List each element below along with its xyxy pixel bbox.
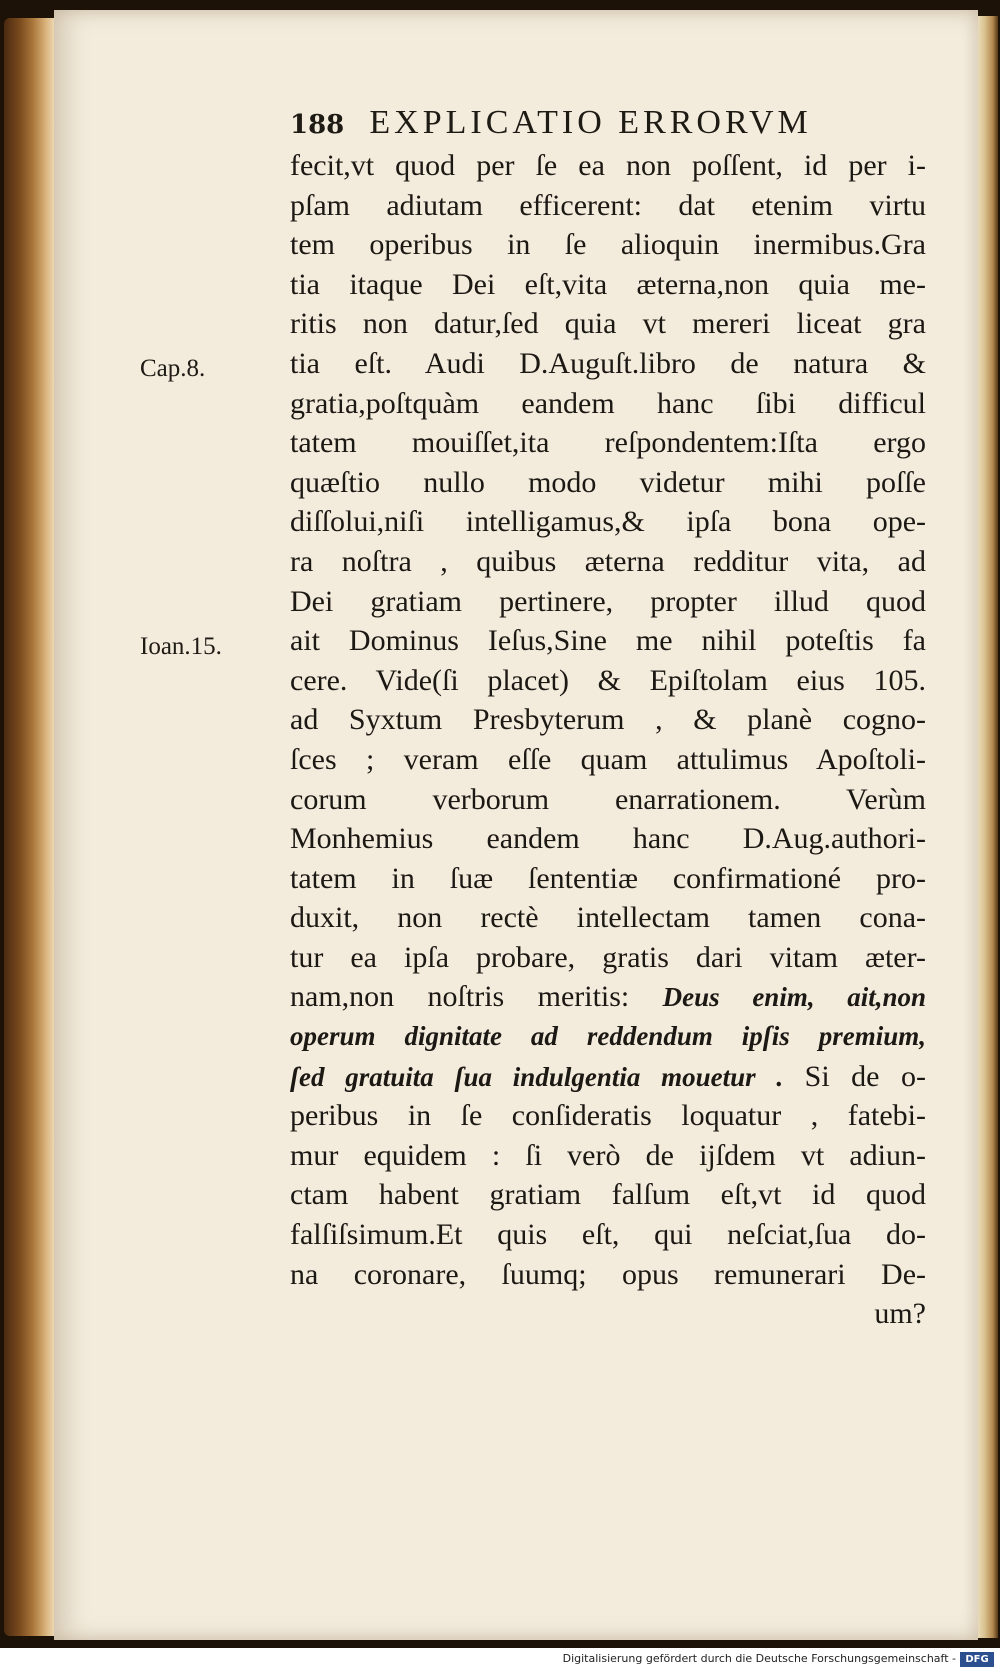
text-line-29: na coronare, ſuumq; opus remunerari De- xyxy=(290,1257,926,1291)
footer-bar xyxy=(0,1648,1000,1671)
text-line-12: Dei gratiam pertinere, propter illud quod xyxy=(290,584,926,618)
text-line-26: mur equidem : ſi verò de ijſdem vt adiun- xyxy=(290,1138,926,1172)
text-line-6: tia eſt. Audi D.Auguſt.libro de natura & xyxy=(290,346,926,380)
text-line-27: ctam habent gratiam falſum eſt,vt id quod xyxy=(290,1178,926,1212)
line-22-roman: nam,non noſtris meritis: xyxy=(290,980,663,1014)
text-line-28: falſiſsimum.Et quis eſt, qui neſciat,ſua do- xyxy=(290,1218,926,1252)
line-24-italic: ſed gratuita ſua indulgentia mouetur . xyxy=(290,1061,784,1092)
text-line-3: tem operibus in ſe alioquin inermibus.Gra xyxy=(290,228,926,262)
text-line-7: gratia,poſtquàm eandem hanc ſibi difficul xyxy=(290,386,926,420)
book-spine xyxy=(4,18,56,1636)
text-line-22 xyxy=(290,977,926,1017)
text-line-23: operum dignitate ad reddendum ipſis premium, xyxy=(290,1021,926,1052)
line-24-roman: Si de o- xyxy=(783,1059,927,1093)
margin-note-cap: Cap.8. xyxy=(140,355,206,382)
text-line-8: tatem mouiſſet,ita reſpondentem:Iſta ergo xyxy=(290,426,926,460)
text-line-19: tatem in ſuæ ſententiæ confirmationé pro- xyxy=(290,861,926,895)
text-line-25: peribus in ſe conſideratis loquatur , fatebi- xyxy=(290,1099,926,1133)
text-line-20: duxit, non rectè intellectam tamen cona- xyxy=(290,901,926,935)
text-line-15: ad Syxtum Presbyterum , & planè cogno- xyxy=(290,703,926,737)
text-line-18: Monhemius eandem hanc D.Aug.authori- xyxy=(290,822,926,856)
text-line-17: corum verborum enarrationem. Verùm xyxy=(290,782,926,816)
text-line-11: ra noſtra , quibus æterna redditur vita, ad xyxy=(290,544,926,578)
text-line-14: cere. Vide(ſi placet) & Epiſtolam eius 105. xyxy=(290,663,926,697)
dfg-logo-icon: DFG xyxy=(960,1652,994,1667)
line-22-italic: Deus enim, ait,non xyxy=(662,982,927,1013)
text-line-9: quæſtio nullo modo videtur mihi poſſe xyxy=(290,465,926,499)
text-line-21: tur ea ipſa probare, gratis dari vitam æter- xyxy=(290,940,926,974)
text-line-4: tia itaque Dei eſt,vita æterna,non quia me- xyxy=(290,267,926,301)
page-number: 188 xyxy=(290,110,345,140)
book-fore-edge xyxy=(976,16,998,1638)
text-line-16: ſces ; veram eſſe quam attulimus Apoſtoli- xyxy=(290,742,926,776)
catchword: um? xyxy=(874,1297,926,1331)
footer-credit: Digitalisierung gefördert durch die Deutsche Forschungsgemeinschaft - xyxy=(562,1652,956,1665)
body-text xyxy=(290,146,926,1334)
text-line-13: ait Dominus Ieſus,Sine me nihil poteſtis fa xyxy=(290,624,926,658)
text-line-5: ritis non datur,ſed quia vt mereri liceat gra xyxy=(290,307,926,341)
text-line-24 xyxy=(290,1057,926,1097)
running-title: EXPLICATIO ERRORVM xyxy=(369,104,812,141)
text-line-10: diſſolui,niſi intelligamus,& ipſa bona ope- xyxy=(290,505,926,539)
margin-note-ioan: Ioan.15. xyxy=(140,633,222,660)
running-head xyxy=(290,104,890,148)
text-line-2: pſam adiutam efficerent: dat etenim virtu xyxy=(290,188,926,222)
text-line-1: fecit,vt quod per ſe ea non poſſent, id per i- xyxy=(290,149,926,182)
